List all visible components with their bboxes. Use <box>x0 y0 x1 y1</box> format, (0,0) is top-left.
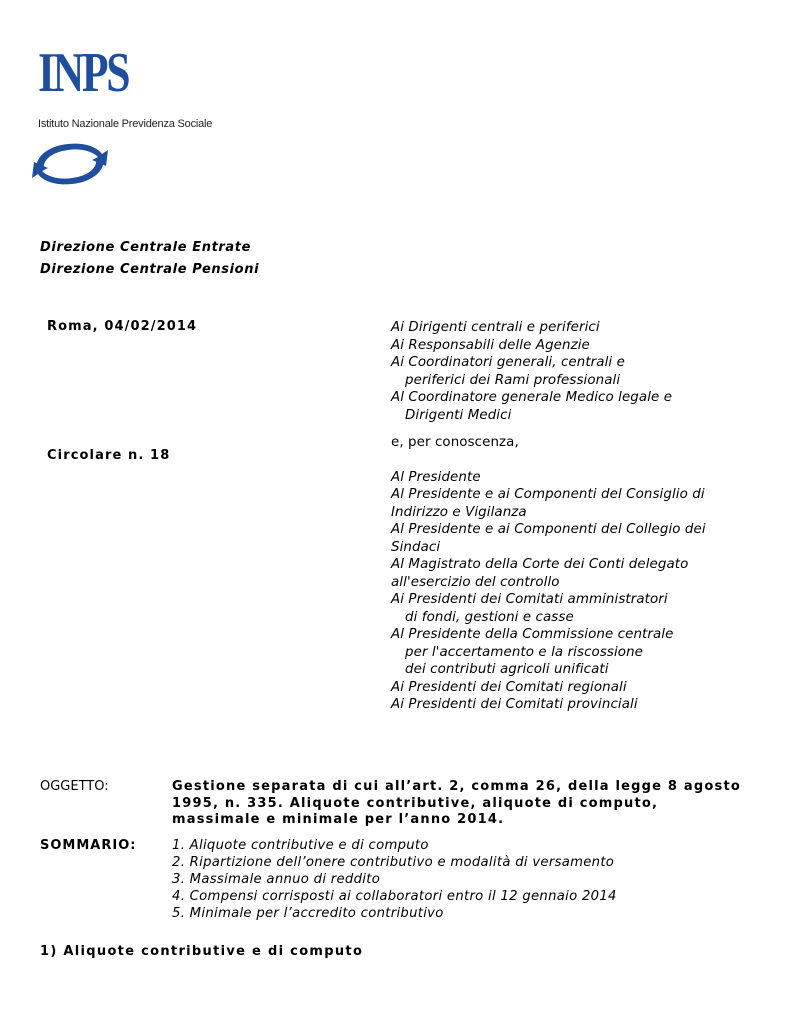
circular-number: Circolare n. 18 <box>47 448 171 463</box>
date-line: Roma, 04/02/2014 <box>47 319 198 334</box>
summary-item: 4. Compensi corrisposti ai collaboratori entro il 12 gennaio 2014 <box>172 889 617 904</box>
recipient-line: Ai Responsabili delle Agenzie <box>391 337 590 353</box>
recipient-line: Al Presidente e ai Componenti del Consiglio di <box>391 487 705 502</box>
subject-text: Gestione separata di cui all’art. 2, comma 26, della legge 8 agosto 1995, n. 335. Aliquote contributive, aliquote di computo, massimale e minimale per l’anno 2014. <box>172 779 741 827</box>
subject-label: OGGETTO: <box>40 779 109 794</box>
recipient-line: Ai Coordinatori generali, centrali e <box>391 355 625 370</box>
summary-item: 5. Minimale per l’accredito contributivo <box>172 906 444 921</box>
recipient-line: di fondi, gestioni e casse <box>405 609 574 625</box>
recipients-block <box>391 319 706 714</box>
recipient-line: Sindaci <box>391 539 441 555</box>
for-info-line: e, per conoscenza, <box>391 435 519 450</box>
direction-entrate: Direzione Centrale Entrate <box>40 240 251 255</box>
inps-logo-wordmark: INPS <box>38 42 129 104</box>
recipient-line: Al Presidente e ai Componenti del Collegio dei <box>391 522 706 537</box>
summary-list <box>172 837 617 922</box>
recipient-line: Dirigenti Medici <box>405 407 512 423</box>
recipient-line: dei contributi agricoli unificati <box>405 662 609 677</box>
summary-item: 2. Ripartizione dell’onere contributivo e modalità di versamento <box>172 855 615 870</box>
recipient-line: Ai Dirigenti centrali e periferici <box>391 320 600 335</box>
recipient-line: Al Presidente della Commissione centrale <box>391 627 674 642</box>
recipient-line: Ai Presidenti dei Comitati amministratori <box>391 592 668 607</box>
direction-pensioni: Direzione Centrale Pensioni <box>40 262 260 277</box>
section-heading: 1) Aliquote contributive e di computo <box>40 944 364 959</box>
summary-label: SOMMARIO: <box>40 838 137 853</box>
inps-logo-subtitle: Istituto Nazionale Previdenza Sociale <box>38 118 213 130</box>
recipient-line: Indirizzo e Vigilanza <box>391 504 527 520</box>
recipient-line: all'esercizio del controllo <box>391 574 560 590</box>
recipient-line: Ai Presidenti dei Comitati regionali <box>391 679 627 695</box>
recipient-line: Ai Presidenti dei Comitati provinciali <box>391 697 638 712</box>
inps-swoosh-logo-icon <box>28 138 112 190</box>
recipient-line: periferici dei Rami professionali <box>405 372 621 388</box>
recipient-line: per l'accertamento e la riscossione <box>405 644 644 660</box>
recipient-line: Al Magistrato della Corte dei Conti delegato <box>391 557 689 572</box>
recipient-line: Al Coordinatore generale Medico legale e <box>391 390 673 405</box>
recipient-line: Al Presidente <box>391 469 481 485</box>
summary-item: 3. Massimale annuo di reddito <box>172 872 381 887</box>
summary-item: 1. Aliquote contributive e di computo <box>172 838 429 853</box>
